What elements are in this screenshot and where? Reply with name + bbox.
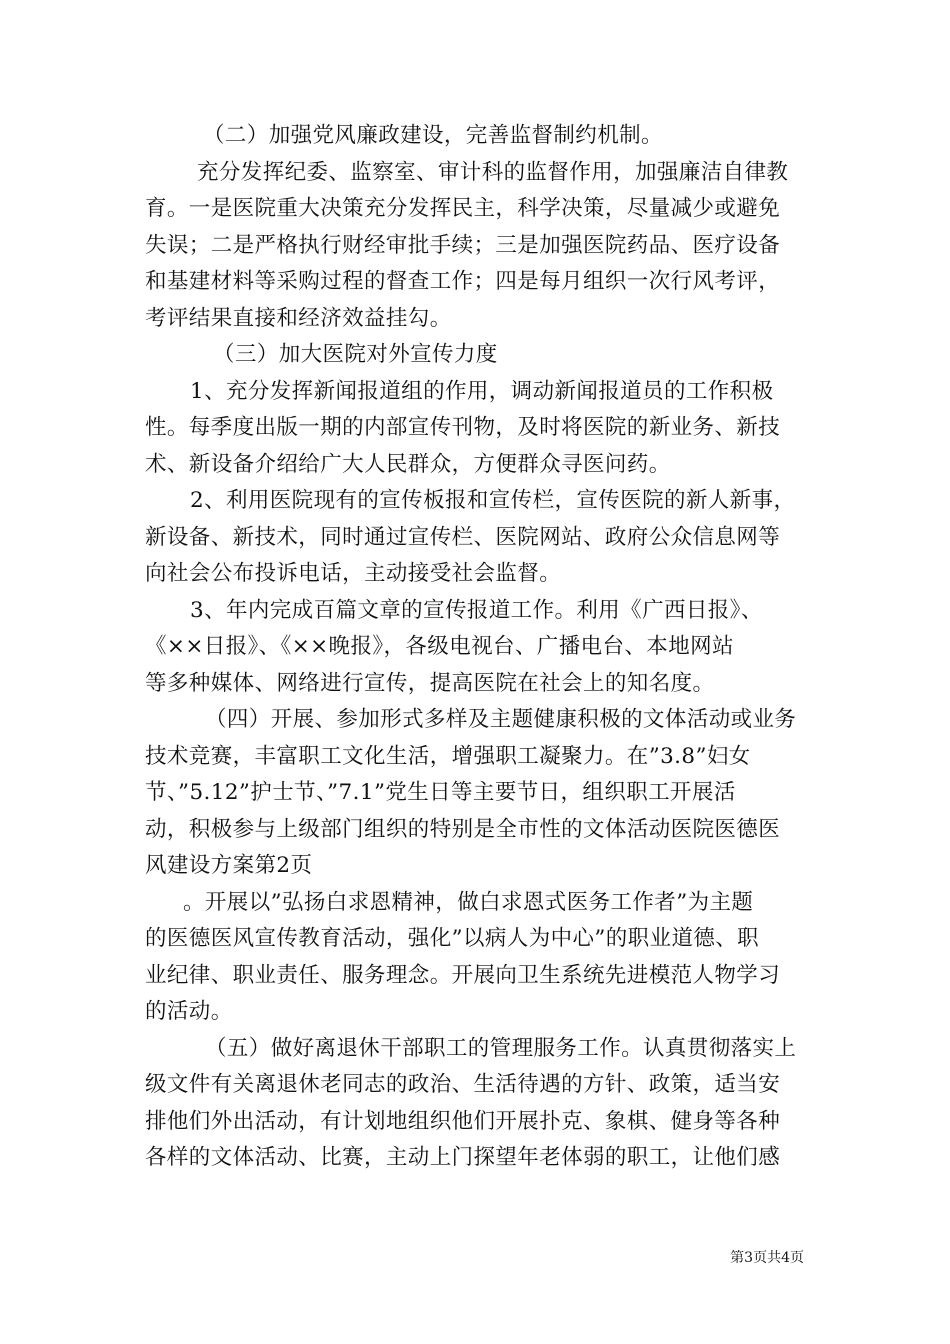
text-line: 的活动。 — [145, 999, 233, 1024]
text-line: 等多种媒体、网络进行宣传，提高医院在社会上的知名度。 — [145, 670, 715, 696]
text-line: 排他们外出活动，有计划地组织他们开展扑克、象棋、健身等各种 — [145, 1108, 781, 1134]
text-line: 动，积极参与上级部门组织的特别是全市性的文体活动医院医德医 — [145, 816, 781, 842]
text-line: 失误；二是严格执行财经审批手续；三是加强医院药品、医疗设备 — [145, 232, 781, 258]
text-line: 。开展以”弘扬白求恩精神，做白求恩式医务工作者”为主题 — [183, 889, 754, 915]
text-line: 育。一是医院重大决策充分发挥民主，科学决策，尽量减少或避免 — [145, 196, 781, 221]
text-line: 3、年内完成百篇文章的宣传报道工作。利用《广西日报》、 — [190, 597, 763, 623]
text-line: 考评结果直接和经济效益挂勾。 — [145, 305, 452, 331]
section-heading-3: （三）加大医院对外宣传力度 — [213, 342, 498, 367]
text-line: 1、充分发挥新闻报道组的作用，调动新闻报道员的工作积极 — [190, 378, 774, 404]
text-line: 和基建材料等采购过程的督查工作；四是每月组织一次行风考评， — [145, 269, 781, 294]
text-line: 业纪律、职业责任、服务理念。开展向卫生系统先进模范人物学习 — [145, 962, 781, 988]
text-line: 风建设方案第2页 — [145, 853, 313, 878]
text-line: 《××日报》、《××晚报》，各级电视台、广播电台、本地网站 — [145, 634, 734, 659]
text-line: 节、”5.12”护士节、”7.1”党生日等主要节日，组织职工开展活 — [145, 780, 736, 805]
section-heading-4: （四）开展、参加形式多样及主题健康积极的文体活动或业务 — [205, 707, 797, 732]
text-line: 术、新设备介绍给广大人民群众，方便群众寻医问药。 — [145, 451, 671, 477]
text-line: 性。每季度出版一期的内部宣传刊物，及时将医院的新业务、新技 — [145, 415, 781, 440]
text-line: 各样的文体活动、比赛，主动上门探望年老体弱的职工，让他们感 — [145, 1145, 781, 1170]
text-line: 2、利用医院现有的宣传板报和宣传栏，宣传医院的新人新事， — [190, 488, 796, 513]
text-line: 向社会公布投诉电话，主动接受社会监督。 — [145, 561, 562, 586]
text-line: 充分发挥纪委、监察室、审计科的监督作用，加强廉洁自律教 — [197, 159, 789, 185]
text-line: 的医德医风宣传教育活动，强化”以病人为中心”的职业道德、职 — [145, 926, 760, 951]
text-line: 技术竞赛，丰富职工文化生活，增强职工凝聚力。在”3.8”妇女 — [145, 743, 751, 769]
text-line: 新设备、新技术，同时通过宣传栏、医院网站、政府公众信息网等 — [145, 524, 781, 550]
page-footer: 第3页共4页 — [730, 1250, 804, 1266]
document-body — [145, 118, 815, 1177]
section-heading-5: （五）做好离退休干部职工的管理服务工作。认真贯彻落实上 — [205, 1035, 797, 1061]
text-line: 级文件有关离退休老同志的政治、生活待遇的方针、政策，适当安 — [145, 1072, 781, 1097]
section-heading-2: （二）加强党风廉政建设，完善监督制约机制。 — [203, 123, 663, 148]
